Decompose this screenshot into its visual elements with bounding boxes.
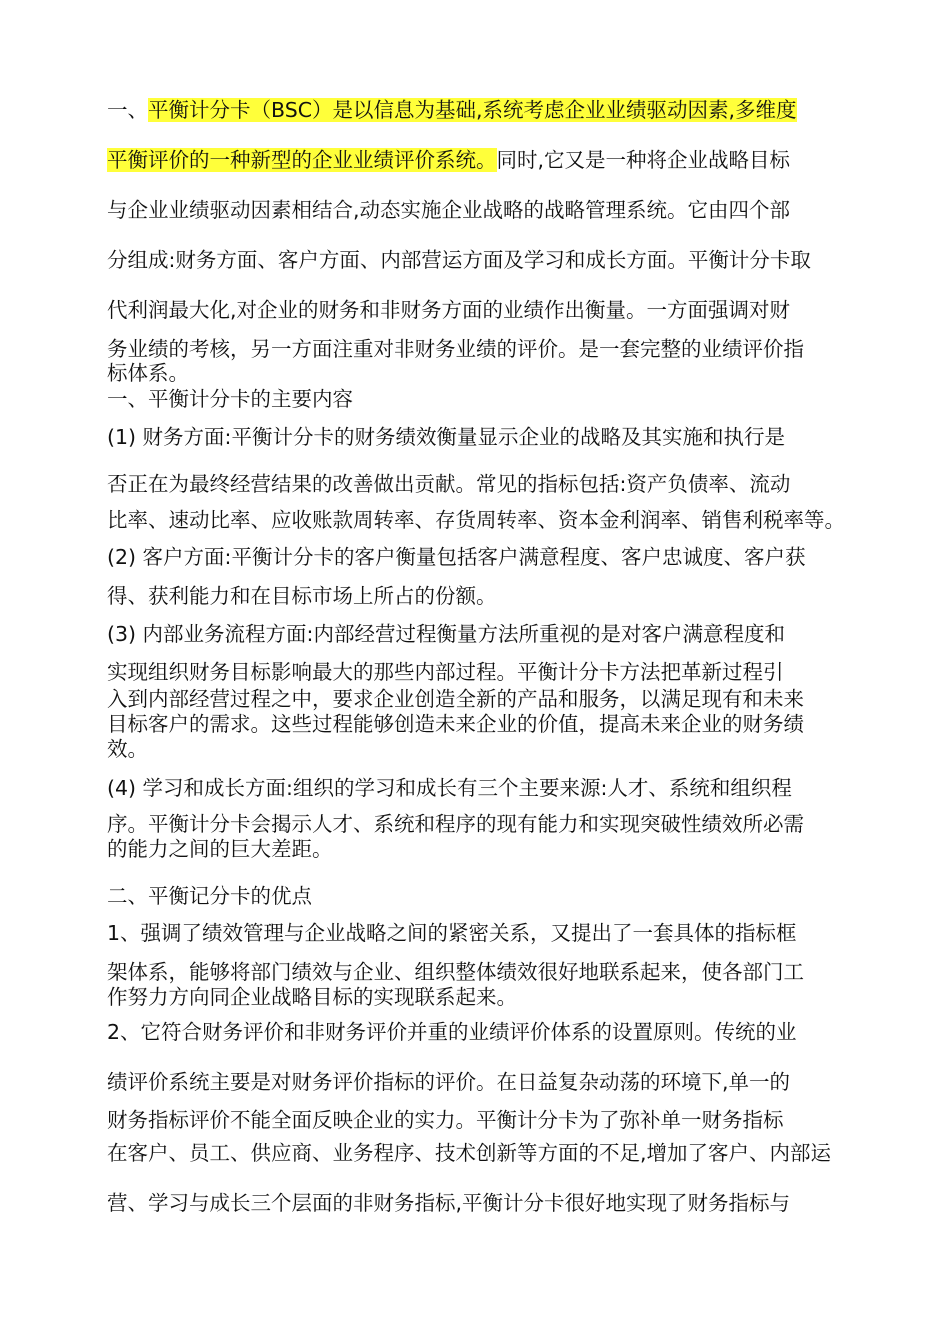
section2-item-2-line: 财务指标评价不能全面反映企业的实力。平衡计分卡为了弥补单一财务指标 (107, 1108, 784, 1132)
section1-item-4-line: 序。平衡计分卡会揭示人才、系统和程序的现有能力和实现突破性绩效所必需 (107, 812, 804, 836)
intro-line-2-rest: 同时,它又是一种将企业战略目标 (496, 148, 791, 172)
highlighted-definition-end: 平衡评价的一种新型的企业业绩评价系统。 (107, 148, 497, 172)
section1-heading: 一、平衡计分卡的主要内容 (107, 387, 353, 411)
intro-line: 标体系。 (107, 361, 189, 385)
highlighted-definition: 平衡计分卡（BSC）是以信息为基础,系统考虑企业业绩驱动因素,多维度 (148, 98, 797, 122)
section1-item-1-line: (1) 财务方面:平衡计分卡的财务绩效衡量显示企业的战略及其实施和执行是 (107, 425, 785, 449)
section2-item-1-line: 作努力方向同企业战略目标的实现联系起来。 (107, 985, 517, 1009)
intro-prefix: 一、 (107, 98, 148, 122)
section2-item-1-line: 架体系，能够将部门绩效与企业、组织整体绩效很好地联系起来，使各部门工 (107, 960, 804, 984)
section1-item-3-line: (3) 内部业务流程方面:内部经营过程衡量方法所重视的是对客户满意程度和 (107, 622, 785, 646)
section2-item-2-line: 2、它符合财务评价和非财务评价并重的业绩评价体系的设置原则。传统的业 (107, 1020, 797, 1044)
intro-line: 代利润最大化,对企业的财务和非财务方面的业绩作出衡量。一方面强调对财 (107, 298, 791, 322)
section1-item-3-line: 实现组织财务目标影响最大的那些内部过程。平衡计分卡方法把革新过程引 (107, 660, 784, 684)
intro-line-1 (107, 97, 797, 123)
section1-item-4-line: (4) 学习和成长方面:组织的学习和成长有三个主要来源:人才、系统和组织程 (107, 776, 792, 800)
section1-item-2-line: (2) 客户方面:平衡计分卡的客户衡量包括客户满意程度、客户忠诚度、客户获 (107, 545, 806, 569)
section2-item-2-line: 在客户、员工、供应商、业务程序、技术创新等方面的不足,增加了客户、内部运 (107, 1141, 832, 1165)
section1-item-3-line: 入到内部经营过程之中，要求企业创造全新的产品和服务，以满足现有和未来 (107, 687, 804, 711)
section2-item-1-line: 1、强调了绩效管理与企业战略之间的紧密关系，又提出了一套具体的指标框 (107, 921, 797, 945)
intro-line-2 (107, 147, 790, 173)
section2-item-2-line: 绩评价系统主要是对财务评价指标的评价。在日益复杂动荡的环境下,单一的 (107, 1070, 791, 1094)
section2-item-2-line: 营、学习与成长三个层面的非财务指标,平衡计分卡很好地实现了财务指标与 (107, 1191, 791, 1215)
section2-heading: 二、平衡记分卡的优点 (107, 884, 312, 908)
intro-line: 与企业业绩驱动因素相结合,动态实施企业战略的战略管理系统。它由四个部 (107, 198, 791, 222)
section1-item-4-line: 的能力之间的巨大差距。 (107, 837, 333, 861)
section1-item-3-line: 目标客户的需求。这些过程能够创造未来企业的价值，提高未来企业的财务绩 (107, 712, 804, 736)
section1-item-2-line: 得、获利能力和在目标市场上所占的份额。 (107, 584, 497, 608)
section1-item-1-line: 比率、速动比率、应收账款周转率、存货周转率、资本金利润率、销售利税率等。 (107, 508, 845, 532)
section1-item-1-line: 否正在为最终经营结果的改善做出贡献。常见的指标包括:资产负债率、流动 (107, 472, 791, 496)
section1-item-3-line: 效。 (107, 737, 148, 761)
intro-line: 分组成:财务方面、客户方面、内部营运方面及学习和成长方面。平衡计分卡取 (107, 248, 811, 272)
intro-line: 务业绩的考核，另一方面注重对非财务业绩的评价。是一套完整的业绩评价指 (107, 337, 804, 361)
